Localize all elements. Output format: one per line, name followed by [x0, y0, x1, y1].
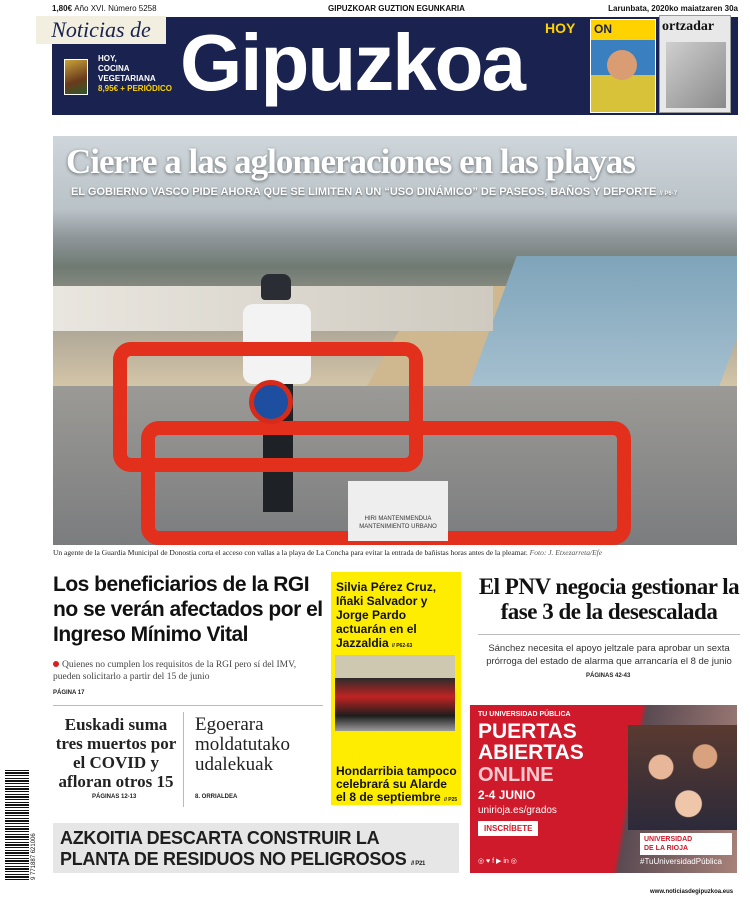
on-portrait — [607, 50, 637, 80]
tagline: GIPUZKOAR GUZTION EGUNKARIA — [328, 4, 465, 13]
hoy-label: HOY — [545, 20, 576, 36]
ad-url[interactable]: unirioja.es/grados — [478, 805, 557, 816]
rgi-pages: PÁGINA 17 — [53, 690, 85, 696]
social-icons: ◎ ♥ f ▶ in ◎ — [478, 858, 517, 865]
barrier-plaque: HIRI MANTENIMENDUA MANTENIMIENTO URBANO — [348, 481, 448, 541]
cookbook-cover — [64, 59, 88, 95]
sea — [469, 256, 737, 386]
euskadi-pages: PÁGINAS 12-13 — [92, 794, 137, 800]
university-ad[interactable] — [470, 705, 737, 873]
ad-hashtag: #TuUniversidadPública — [640, 857, 722, 866]
date: Larunbata, 2020ko maiatzaren 30a — [608, 4, 738, 13]
egoerara-pages: 8. ORRIALDEA — [195, 794, 238, 800]
price-issue: 1,80€ Año XVI. Número 5258 — [52, 4, 157, 13]
masthead-noticias: Noticias de — [36, 16, 166, 44]
egoerara-headline[interactable]: Egoerara moldatutako udalekuak — [195, 714, 290, 775]
ad-online: ONLINE — [478, 764, 554, 786]
ad-kicker: TU UNIVERSIDAD PÚBLICA — [478, 711, 571, 718]
barcode-number: 9 771887 621006 — [31, 833, 37, 880]
pnv-headline[interactable]: El PNV negocia gestionar la fase 3 de la desescalada — [478, 574, 740, 624]
euskadi-headline[interactable]: Euskadi suma tres muertos por el COVID y afloran otros 15 — [55, 715, 177, 791]
top-bar — [52, 4, 738, 16]
ad-title: PUERTAS ABIERTAS — [478, 720, 584, 764]
on-supplement[interactable] — [590, 19, 656, 113]
students-photo — [628, 725, 737, 830]
divider — [183, 712, 184, 807]
rgi-headline[interactable]: Los beneficiarios de la RGI no se verán afectados por el Ingreso Mínimo Vital — [53, 573, 323, 646]
unirioja-logo: UNIVERSIDAD DE LA RIOJA — [640, 833, 732, 855]
divider — [478, 634, 740, 635]
hondarribia-headline[interactable]: Hondarribia tampoco celebrará su Alarde el 8 de septiembre // P25 — [336, 764, 458, 804]
ortzadar-supplement[interactable] — [659, 15, 731, 113]
divider — [53, 705, 323, 706]
pnv-pages: PÁGINAS 42-43 — [586, 673, 631, 679]
azkoitia-headline[interactable]: AZKOITIA DESCARTA CONSTRUIR LA PLANTA DE RESIDUOS NO PELIGROSOS // P21 — [60, 828, 426, 869]
lead-subhead: EL GOBIERNO VASCO PIDE AHORA QUE SE LIMITEN A UN “USO DINÁMICO” DE PASEOS, BAÑOS Y DEPORTE // P6-7 — [71, 186, 678, 198]
barcode — [5, 770, 29, 880]
pnv-body: Sánchez necesita el apoyo jeltzale para aprobar un sexta prórroga del estado de alarma que arrancaría el 8 de junio — [486, 643, 732, 667]
footer-url[interactable]: www.noticiasdegipuzkoa.eus — [650, 889, 734, 895]
alarde-photo — [335, 655, 455, 731]
bullet-icon — [53, 661, 59, 667]
no-parking-sign-icon — [249, 380, 293, 424]
ortzadar-title: ortzadar — [662, 19, 715, 34]
ortzadar-image — [666, 42, 726, 108]
rgi-body: Quienes no cumplen los requisitos de la RGI pero sí del IMV, pueden solicitarlo a partir del 15 de junio — [53, 660, 297, 682]
inscribete-button[interactable]: INSCRÍBETE — [478, 821, 538, 836]
photo-caption: Un agente de la Guardia Municipal de Donostia corta el acceso con vallas a la playa de La Concha para evitar la entrada de bañistas horas antes de la pleamar. Foto: J. Etxezarreta/Efe — [53, 548, 603, 557]
lead-headline[interactable]: Cierre a las aglomeraciones en las playas — [66, 142, 635, 181]
jazzaldia-headline[interactable]: Silvia Pérez Cruz, Iñaki Salvador y Jorge Pardo actuarán en el Jazzaldia // P62-63 — [336, 580, 437, 650]
masthead-title: Gipuzkoa — [180, 18, 525, 107]
promo-cookbook[interactable]: HOY, COCINA VEGETARIANA 8,95€ + PERIÓDICO — [98, 54, 173, 93]
ad-dates: 2-4 JUNIO — [478, 788, 536, 802]
on-label: ON — [594, 22, 612, 36]
